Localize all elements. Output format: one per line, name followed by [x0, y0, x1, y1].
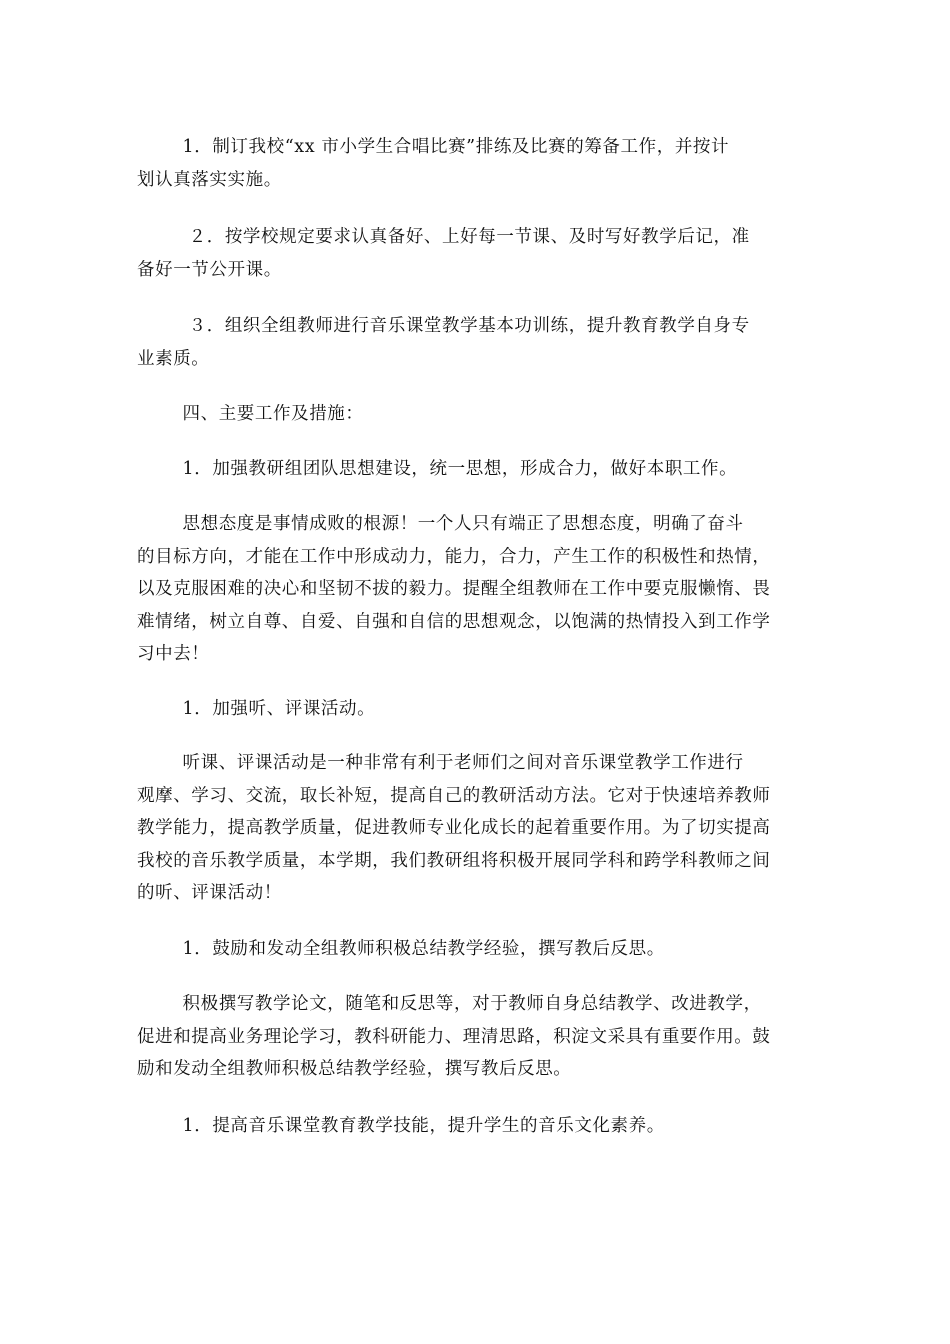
- text-line: 励和发动全组教师积极总结教学经验，撰写教后反思。: [137, 1059, 572, 1079]
- paragraph-body-3: [137, 988, 817, 1086]
- text-line: 促进和提高业务理论学习，教科研能力、理清思路，积淀文采具有重要作用。鼓: [137, 1026, 771, 1047]
- measure-heading-3: [137, 933, 817, 966]
- text-line: 观摩、学习、交流，取长补短，提高自己的教研活动方法。它对于快速培养教师: [137, 785, 771, 806]
- measure-heading-1: [137, 453, 817, 486]
- text-line: 1．鼓励和发动全组教师积极总结教学经验，撰写教后反思。: [182, 939, 665, 959]
- paragraph-body-2: [137, 747, 817, 910]
- text-line: 习中去！: [137, 644, 210, 664]
- paragraph-body-1: [137, 508, 817, 671]
- text-line: 1．提高音乐课堂教育教学技能，提升学生的音乐文化素养。: [182, 1116, 665, 1136]
- text-line: 1．制订我校“xx 市小学生合唱比赛”排练及比赛的筹备工作，并按计: [182, 137, 730, 157]
- text-line: 1．加强听、评课活动。: [182, 699, 376, 719]
- text-line: 听课、评课活动是一种非常有利于老师们之间对音乐课堂教学工作进行: [182, 753, 744, 773]
- text-line: 划认真落实实施。: [137, 169, 282, 190]
- paragraph-goal-1: [137, 131, 817, 196]
- text-line: 1．加强教研组团队思想建设，统一思想，形成合力，做好本职工作。: [182, 459, 738, 479]
- text-line: 难情绪，树立自尊、自爱、自强和自信的思想观念，以饱满的热情投入到工作学: [137, 611, 771, 632]
- text-line: 业素质。: [137, 348, 210, 369]
- text-line: 教学能力，提高教学质量，促进教师专业化成长的起着重要作用。为了切实提高: [137, 818, 771, 838]
- paragraph-goal-3: [137, 310, 817, 375]
- text-line: 的目标方向，才能在工作中形成动力，能力，合力，产生工作的积极性和热情，: [137, 546, 771, 567]
- measure-heading-4: [137, 1110, 817, 1143]
- text-line: 四、主要工作及措施：: [182, 404, 364, 424]
- text-line: 备好一节公开课。: [137, 259, 282, 280]
- paragraph-goal-2: [137, 221, 817, 286]
- text-line: 思想态度是事情成败的根源！一个人只有端正了思想态度，明确了奋斗: [182, 514, 744, 534]
- text-line: ３．组织全组教师进行音乐课堂教学基本功训练，提升教育教学自身专: [188, 316, 750, 336]
- text-line: 以及克服困难的决心和坚韧不拔的毅力。提醒全组教师在工作中要克服懒惰、畏: [137, 579, 771, 599]
- text-line: 的听、评课活动！: [137, 883, 282, 903]
- measure-heading-2: [137, 693, 817, 726]
- text-line: ２．按学校规定要求认真备好、上好每一节课、及时写好教学后记，准: [188, 227, 750, 247]
- text-line: 积极撰写教学论文，随笔和反思等，对于教师自身总结教学、改进教学，: [182, 994, 762, 1014]
- section-heading: [137, 398, 817, 431]
- text-line: 我校的音乐教学质量，本学期，我们教研组将积极开展同学科和跨学科教师之间: [137, 850, 771, 871]
